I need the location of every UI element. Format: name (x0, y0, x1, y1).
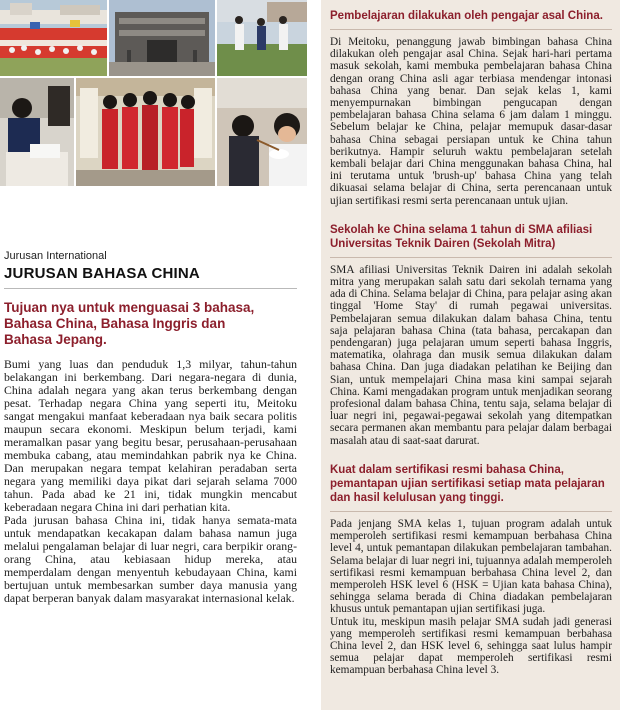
sports-day-photo (0, 0, 107, 76)
school-building-photo (109, 0, 215, 76)
section-paragraph: Di Meitoku, penanggung jawab bimbingan bahasa China dilakukan oleh pengajar asal China. Sejak hari-hari pertama masuk sekolah, kami membuka pembelajaran bahasa China dengan orang China asli agar terbiasa mendengar intonasi bahasa China yang benar. Dan sejak kelas 1, kami menyempurnakan bimbingan pengucapan dengan pembelajaran bahasa China selama 6 jam dalam 1 minggu. Sebelum belajar ke China, pelajar memupuk dasar-dasar bahasa China sebagai persiapan untuk ke China tahun berikutnya. Hampir seluruh waktu pembelajaran setelah kembali belajar dari China menggunakan bahasa China, hal ini terutama untuk 'brush-up' bahasa China yang telah dikuasai selama belajar di China, serta perencanaan untuk ujian sertifikasi resmi serta perencanaan untuk ujian. (330, 36, 612, 207)
students-studying-photo (0, 78, 74, 186)
section-heading-line: Sekolah ke China selama 1 tahun di SMA afiliasi (330, 223, 593, 236)
title-divider (4, 288, 297, 289)
section-heading-line: Pembelajaran dilakukan oleh pengajar asal China. (330, 10, 603, 22)
section-heading (330, 463, 612, 505)
section-native-teachers (330, 9, 612, 207)
page-title: JURUSAN BAHASA CHINA (4, 265, 200, 282)
section-certification (330, 463, 612, 677)
section-heading-line: pemantapan ujian sertifikasi setiap mata pelajaran (330, 477, 605, 490)
tagline-line: Tujuan nya untuk menguasai 3 bahasa, (4, 300, 255, 315)
tagline (4, 300, 297, 348)
section-paragraph: SMA afiliasi Universitas Teknik Dairen ini adalah sekolah mitra yang merupakan salah satu dari sekolah ternama yang ada di China. Selama belajar di China, para pelajar asing akan tinggal 'Home Stay' di rumah pegawai universitas. Pembelajaran semua dilakukan dalam bahasa China, tentu saja pelajaran bahasa China (tata bahasa, percakapan dan pendengaran) juga pelajaran umum seperti bahasa Inggris, matematika, olahraga dan musik semua dilakukan dalam bahasa China. Dan juga diadakan pelatihan ke Beijing dan Sian, untuk mempelajari China masa kini sampai sejarah China. Kami mengadakan program untuk menjadikan seorang profesional dalam bahasa China, tentu saja, selama belajar di luar negri ini, pegawai-pegawai sekolah yang ditempatkan secara permanen akan membantu para pelajar dalam berbagai masalah atau di saat-saat darurat. (330, 263, 612, 447)
section-heading-line: Universitas Teknik Dairen (Sekolah Mitra) (330, 237, 556, 250)
section-divider (330, 29, 612, 30)
students-walking-photo (217, 0, 307, 76)
section-divider (330, 511, 612, 512)
tagline-line: Bahasa Jepang. (4, 332, 107, 347)
section-paragraph: Untuk itu, meskipun masih pelajar SMA sudah jadi generasi yang memperoleh sertifikasi resmi kemampuan berbahasa China level 2, dan HSK level 6, sehingga saat lulus hampir semua pelajar dapat memperoleh sertifikasi resmi kemampuan berbahasa China level 3. (330, 615, 612, 677)
photo-collage (0, 0, 307, 186)
right-column (321, 0, 620, 710)
section-heading-line: Kuat dalam sertifikasi resmi bahasa China, (330, 463, 564, 476)
students-eating-photo (217, 78, 307, 186)
intro-paragraph: Bumi yang luas dan penduduk 1,3 milyar, tahun-tahun belakangan ini berkembang. Dari negara-negara di dunia, China adalah negara yang akan terus berkembang dengan pesat. Terhadap negara China yang seperti itu, Meitoku sangat mengakui manfaat keberadaan nya baik secara politis maupun secara ekonomi. Meskipun belum terjadi, kami meramalkan pasar yang begitu besar, perusahaan-perusahaan membuka cabang, atau memindahkan pabrik nya ke China. Dan merupakan negara tempat kelahiran peradaban serta negara yang memiliki daya pikat dari sejarah selama 7000 tahun. Pada abad ke 21 ini, tidak mungkin mencabut keberadaan negara China ini dari perhatian kita. (4, 357, 297, 514)
tagline-line: Bahasa China, Bahasa Inggris dan (4, 316, 226, 331)
left-column (4, 250, 297, 605)
section-heading-line: dan hasil kelulusan yang tinggi. (330, 491, 504, 504)
goal-paragraph: Pada jurusan bahasa China ini, tidak hanya semata-mata untuk mendapatkan kecakapan dalam bahasa namun juga melalui pengalaman belajar di luar negri, cara berpikir orang-orang China, atau kebiasaan hidup mereka, atau memperdalam dengan menyentuh kebudayaan China, kami bertujuan untuk membesarkan sumber daya manusia yang dapat berperan banyak dalam masyarakat internasional kelak. (4, 513, 297, 605)
section-heading (330, 9, 612, 23)
section-paragraph: Pada jenjang SMA kelas 1, tujuan program adalah untuk memperoleh sertifikasi resmi kemampuan berbahasa China level 4, untuk pemantapan dilakukan pembelajaran tambahan. Selama belajar di luar negri ini, tujuannya adalah memperoleh sertifikasi resmi kemampuan berbahasa China level 2, dan memperoleh HSK level 6 (HSK = Ujian kata bahasa China), sehingga selama berada di China diadakan pembelajaran khusus untuk pemantapan ujian sertifikasi juga. (330, 517, 612, 616)
section-heading (330, 223, 612, 251)
section-divider (330, 257, 612, 258)
department-kicker: Jurusan International (4, 250, 107, 262)
section-study-in-china (330, 223, 612, 447)
traditional-costume-photo (76, 78, 215, 186)
